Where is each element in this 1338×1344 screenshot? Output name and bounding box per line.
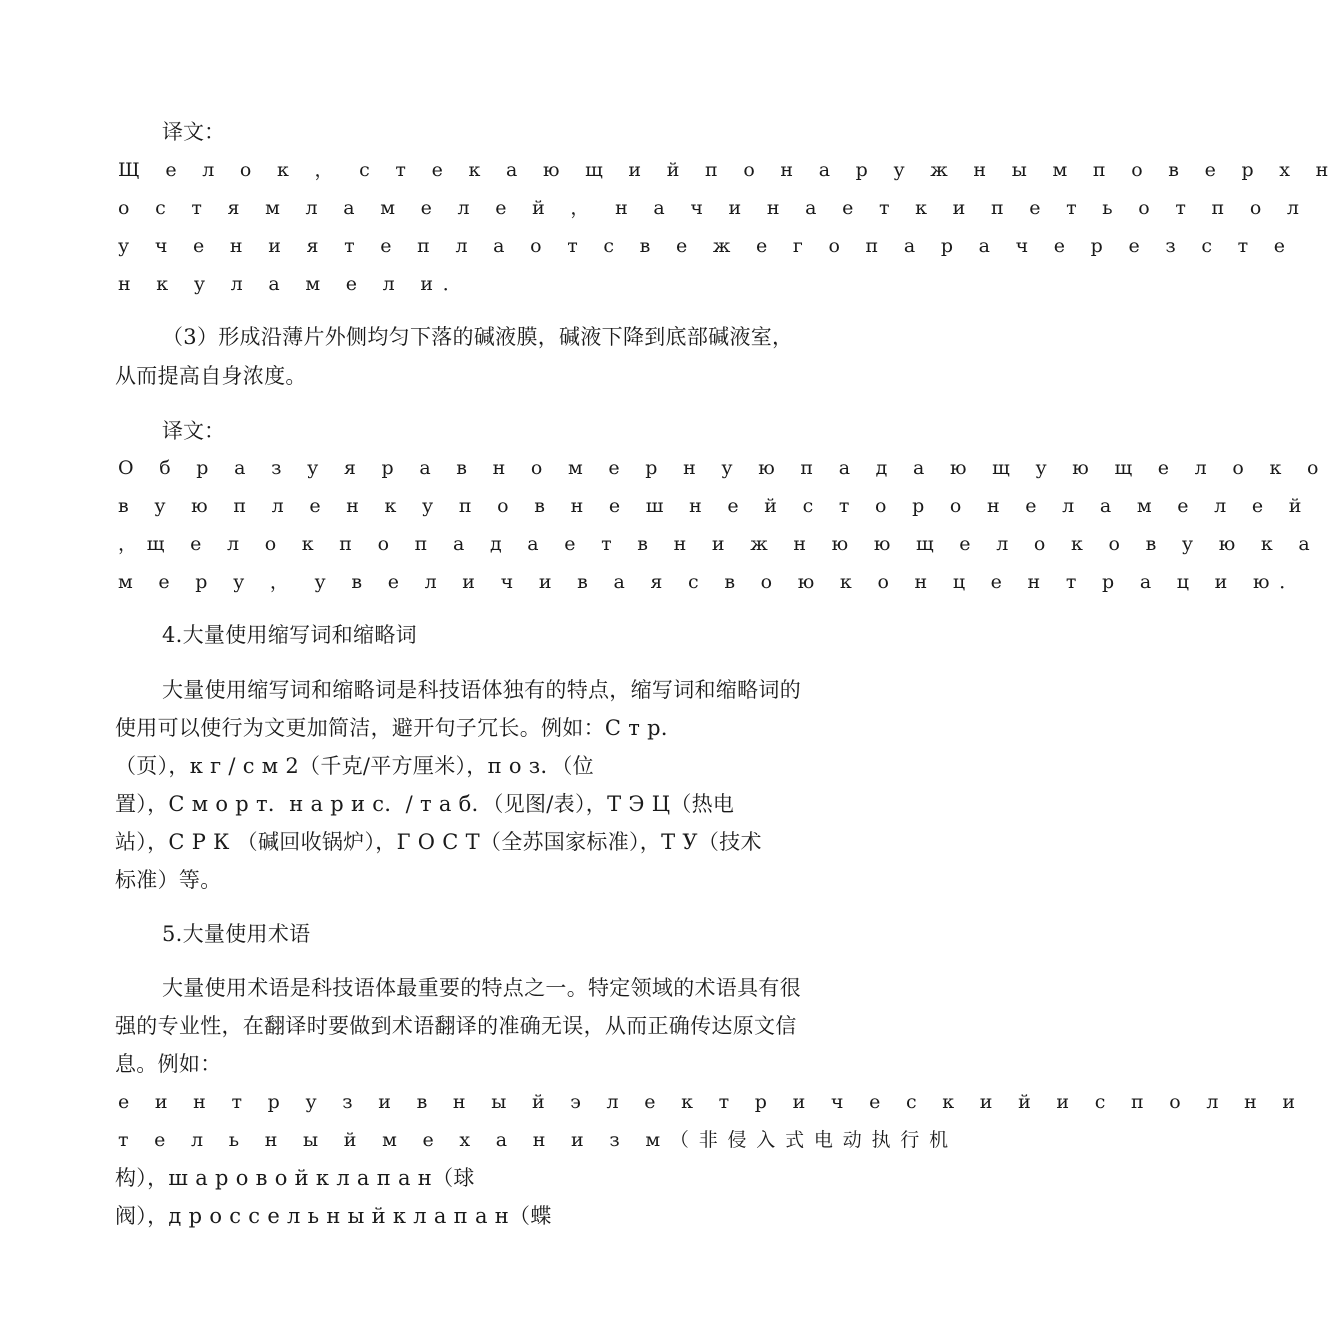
russian-text-line: ，щ е л о к п о п а д а е т в н и ж н ю ю щ е л о к о в у ю к а: [118, 533, 1320, 555]
paragraph-line: 标准）等。: [115, 868, 222, 892]
paragraph-line: 从而提高自身浓度。: [115, 364, 307, 388]
translation-label: 译文：: [162, 120, 225, 144]
paragraph-line: 强的专业性，在翻译时要做到术语翻译的准确无误，从而正确传达原文信: [115, 1014, 797, 1038]
russian-text-line: у ч е н и я т е п л а о т с в е ж е г о п а р а ч е р е з с т е: [118, 235, 1295, 257]
russian-text-line: в у ю п л е н к у п о в н е ш н е й с т о р о н е л а м е л е й: [118, 495, 1312, 517]
paragraph-line: 大量使用缩写词和缩略词是科技语体独有的特点，缩写词和缩略词的: [162, 678, 801, 702]
russian-term-line: т е л ь н ы й м е х а н и з м（非侵入式电动执行机: [118, 1129, 958, 1151]
paragraph-line: 站），С Р К （碱回收锅炉），Г О С Т（全苏国家标准），Т У（技术: [115, 830, 762, 854]
paragraph-line: 置），С м о р т．н а р и с．/ т а б．（见图/表），Т Э Ц（热电: [115, 792, 735, 816]
translation-label: 译文：: [162, 419, 225, 443]
paragraph-line: 阀），д р о с с е л ь н ы й к л а п а н（蝶: [115, 1204, 552, 1228]
paragraph-line: 构），ш а р о в о й к л а п а н（球: [115, 1166, 475, 1190]
paragraph-line: （3）形成沿薄片外侧均匀下落的碱液膜，碱液下降到底部碱液室，: [162, 325, 794, 349]
russian-text-line: н к у л а м е л и．: [118, 273, 472, 295]
section-heading: 4.大量使用缩写词和缩略词: [162, 623, 417, 647]
russian-text-line: м е р у ， у в е л и ч и в а я с в о ю к о н ц е н т р а ц и ю．: [118, 571, 1309, 593]
paragraph-line: 大量使用术语是科技语体最重要的特点之一。特定领域的术语具有很: [162, 976, 801, 1000]
paragraph-line: 使用可以使行为文更加简洁，避开句子冗长。例如：С т р．: [115, 716, 683, 740]
russian-term-line: е и н т р у з и в н ы й э л е к т р и ч е с к и й и с п о л н и: [118, 1091, 1305, 1113]
section-heading: 5.大量使用术语: [162, 922, 311, 946]
paragraph-line: （页），к г / с м 2（千克/平方厘米），п о з．（位: [115, 754, 594, 778]
paragraph-line: 息。例如：: [115, 1052, 222, 1076]
russian-text-line: о с т я м л а м е л е й ， н а ч и н а е т к и п е т ь о т п о л: [118, 197, 1309, 219]
russian-text-line: О б р а з у я р а в н о м е р н у ю п а д а ю щ у ю щ е л о к о: [118, 457, 1329, 479]
russian-text-line: Щ е л о к ， с т е к а ю щ и й п о н а р у ж н ы м п о в е р х н: [118, 159, 1338, 181]
